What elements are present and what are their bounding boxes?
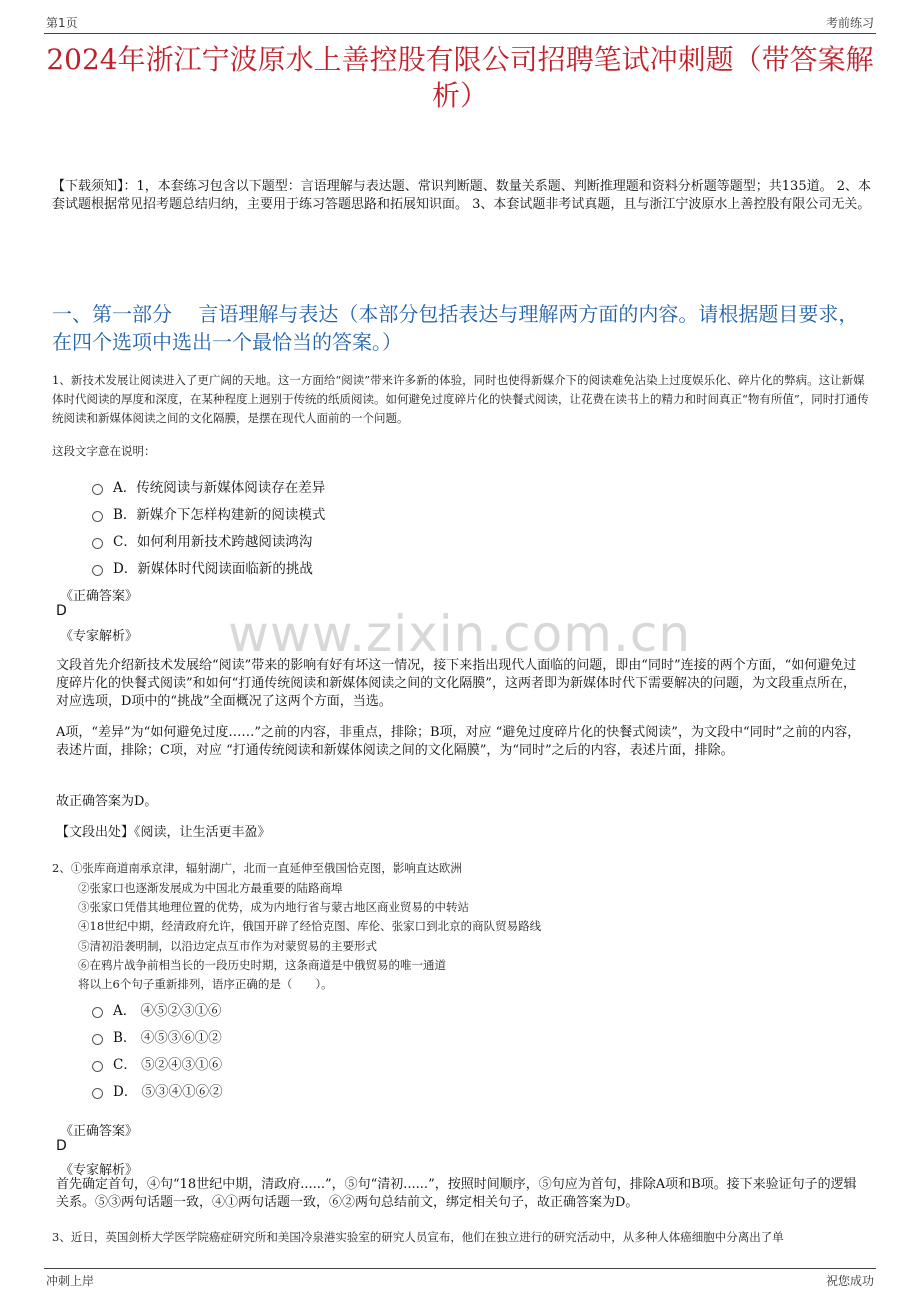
question-1-option-b[interactable] xyxy=(92,503,325,523)
footer-left: 冲刺上岸 xyxy=(46,1274,95,1288)
option-label: D． ⑤③④①⑥② xyxy=(113,1084,223,1100)
question-2-line-3: ③张家口凭借其地理位置的优势，成为内地行省与蒙古地区商业贸易的中转站 xyxy=(78,900,469,914)
question-1-option-d[interactable] xyxy=(92,557,313,577)
question-2-option-c[interactable] xyxy=(92,1053,222,1073)
question-2-line-5: ⑤清初沿袭明制，以沿边定点互市作为对蒙贸易的主要形式 xyxy=(78,939,377,953)
radio-icon[interactable] xyxy=(92,1088,103,1099)
analysis-paragraph-1: 文段首先介绍新技术发展给“阅读”带来的影响有好有坏这一情况，接下来指出现代人面临的问题，即由“同时”连接的两个方面，“如何避免过度碎片化的快餐式阅读”和如何“打通传统阅读和新媒体阅读之间的文化隔膜”，这两者即为新媒体时代下需要解决的问题，为文段重点所在，对应选项，D项中的“挑战”全面概况了这两个方面，当选。 xyxy=(56,658,857,709)
question-3-text: 3、近日，英国剑桥大学医学院癌症研究所和美国冷泉港实验室的研究人员宣布，他们在独立进行的研究活动中，从多种人体癌细胞中分离出了单 xyxy=(52,1230,784,1244)
document-title: 2024年浙江宁波原水上善控股有限公司招聘笔试冲刺题（带答案解析） xyxy=(46,43,874,112)
page-number: 第1页 xyxy=(46,16,78,30)
question-1-text: 1、新技术发展让阅读进入了更广阔的天地。这一方面给“阅读”带来许多新的体验，同时也使得新媒介下的阅读难免沾染上过度娱乐化、碎片化的弊病。这让新媒体时代阅读的厚度和深度，在某种程度上迥别于传统的纸质阅读。如何避免过度碎片化的快餐式阅读，让花费在读书上的精力和时间真正“物有所值”，同时打通传统阅读和新媒体阅读之间的文化隔膜，是摆在现代人面前的一个问题。 xyxy=(52,373,869,425)
option-label: A． ④⑤②③①⑥ xyxy=(113,1003,222,1019)
question-1-stem: 这段文字意在说明： xyxy=(52,444,156,458)
radio-icon[interactable] xyxy=(92,538,103,549)
question-1-option-c[interactable] xyxy=(92,530,312,550)
question-2-option-b[interactable] xyxy=(92,1026,222,1046)
question-2-line-1: 2、①张库商道南承京津，辐射湖广，北而一直延伸至俄国恰克图，影响直达欧洲 xyxy=(52,861,462,875)
question-2-option-a[interactable] xyxy=(92,999,222,1019)
radio-icon[interactable] xyxy=(92,565,103,576)
radio-icon[interactable] xyxy=(92,484,103,495)
radio-icon[interactable] xyxy=(92,1007,103,1018)
radio-icon[interactable] xyxy=(92,511,103,522)
question-1-option-a[interactable] xyxy=(92,476,325,496)
header-label: 考前练习 xyxy=(825,16,874,30)
radio-icon[interactable] xyxy=(92,1034,103,1045)
question-2-stem: 将以上6个句子重新排列，语序正确的是（ ）。 xyxy=(78,977,333,991)
question-2-option-d[interactable] xyxy=(92,1080,223,1100)
option-label: D．新媒体时代阅读面临新的挑战 xyxy=(113,561,313,577)
watermark: www.zixin.com.cn xyxy=(228,605,692,663)
analysis-label: 《专家解析》 xyxy=(60,1163,139,1178)
answer-value: D xyxy=(56,1138,67,1154)
answer-value: D xyxy=(56,603,67,619)
radio-icon[interactable] xyxy=(92,1061,103,1072)
question-2-line-6: ⑥在鸦片战争前相当长的一段历史时期，这条商道是中俄贸易的唯一通道 xyxy=(78,958,446,972)
option-label: B．新媒介下怎样构建新的阅读模式 xyxy=(113,507,326,523)
section-heading: 一、第一部分 言语理解与表达（本部分包括表达与理解两方面的内容。请根据题目要求，在四个选项中选出一个最恰当的答案。） xyxy=(52,302,859,354)
option-label: C． ⑤②④③①⑥ xyxy=(113,1057,223,1073)
question-2-line-2: ②张家口也逐渐发展成为中国北方最重要的陆路商埠 xyxy=(78,881,343,895)
analysis-label: 《专家解析》 xyxy=(60,629,139,644)
footer-right: 祝您成功 xyxy=(825,1274,874,1288)
analysis-paragraph-2: A项，“差异”为“如何避免过度……”之前的内容，非重点，排除；B项，对应 “避免过度碎片化的快餐式阅读”，为文段中“同时”之前的内容，表述片面，排除；C项，对应 “打通传统阅读和新媒体阅读之间的文化隔膜”，为“同时”之后的内容，表述片面，排除。 xyxy=(56,725,861,758)
header-rule xyxy=(44,33,876,34)
answer-label: 《正确答案》 xyxy=(60,589,139,604)
question-2-analysis: 首先确定首句，④句“18世纪中期，清政府......”，⑤句“清初......”，按照时间顺序，⑤句应为首句，排除A项和B项。接下来验证句子的逻辑关系。⑤③两句话题一致，④①两句话题一致，⑥②两句总结前文，绑定相关句子，故正确答案为D。 xyxy=(56,1177,857,1210)
answer-label: 《正确答案》 xyxy=(60,1124,139,1139)
option-label: A．传统阅读与新媒体阅读存在差异 xyxy=(113,480,326,496)
analysis-conclusion: 故正确答案为D。 xyxy=(56,794,158,809)
source-citation: 【文段出处】《阅读，让生活更丰盈》 xyxy=(56,825,271,840)
option-label: B． ④⑤③⑥①② xyxy=(113,1030,222,1046)
option-label: C．如何利用新技术跨越阅读鸿沟 xyxy=(113,534,313,550)
footer-rule xyxy=(44,1268,876,1269)
question-2-line-4: ④18世纪中期，经清政府允许，俄国开辟了经恰克图、库伦、张家口到北京的商队贸易路线 xyxy=(78,919,542,933)
download-notice: 【下载须知】：1，本套练习包含以下题型：言语理解与表达题、常识判断题、数量关系题、判断推理题和资料分析题等题型；共135道。 2、本套试题根据常见招考题总结归纳，主要用于练习答题思路和拓展知识面。 3、本套试题非考试真题，且与浙江宁波原水上善控股有限公司无关。 xyxy=(52,179,871,212)
